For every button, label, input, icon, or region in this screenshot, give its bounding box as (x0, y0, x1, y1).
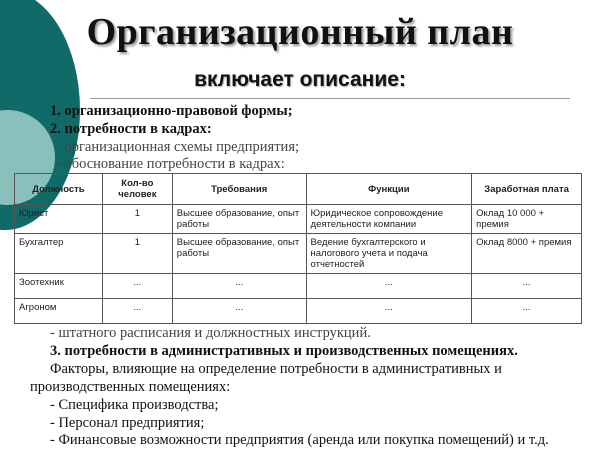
item-staff-schedule: - штатного расписания и должностных инструкций. (50, 325, 371, 341)
cell-salary: Оклад 8000 + премия (472, 234, 582, 274)
factors-intro-line1: Факторы, влияющие на определение потребности в административных и (50, 361, 502, 377)
divider (90, 98, 570, 99)
header-position: Должность (15, 174, 103, 205)
cell-requirements: Высшее образование, опыт работы (172, 234, 306, 274)
cell-position: Зоотехник (15, 274, 103, 299)
header-salary: Заработная плата (472, 174, 582, 205)
header-requirements: Требования (172, 174, 306, 205)
item-staff-justification: - обоснование потребности в кадрах: (56, 156, 285, 172)
table-row (15, 299, 582, 324)
page-subtitle: включает описание: (194, 68, 406, 91)
cell-count: 1 (102, 234, 172, 274)
cell-salary: ... (472, 274, 582, 299)
cell-requirements: ... (172, 274, 306, 299)
factor-production-specifics: - Специфика производства; (50, 397, 219, 413)
item-legal-form: 1. организационно-правовой формы; (50, 103, 293, 119)
item-premises-needs: 3. потребности в административных и производственных помещениях. (50, 343, 518, 359)
cell-position: Юрист (15, 205, 103, 234)
table-row (15, 205, 582, 234)
factors-intro-line2: производственных помещениях: (30, 379, 231, 395)
table-row (15, 234, 582, 274)
table-row (15, 274, 582, 299)
cell-count: 1 (102, 205, 172, 234)
cell-requirements: ... (172, 299, 306, 324)
staff-table (14, 173, 582, 324)
factor-financial: - Финансовые возможности предприятия (аренда или покупка помещений) и т.д. (50, 432, 549, 448)
cell-position: Бухгалтер (15, 234, 103, 274)
header-count: Кол-во человек (102, 174, 172, 205)
item-staff-needs: 2. потребности в кадрах: (50, 121, 212, 137)
cell-requirements: Высшее образование, опыт работы (172, 205, 306, 234)
cell-functions: ... (306, 274, 472, 299)
page-title: Организационный план (86, 11, 514, 53)
cell-salary: Оклад 10 000 + премия (472, 205, 582, 234)
cell-count: ... (102, 299, 172, 324)
cell-count: ... (102, 274, 172, 299)
cell-functions: Ведение бухгалтерского и налогового учета и подача отчетностей (306, 234, 472, 274)
cell-functions: ... (306, 299, 472, 324)
cell-functions: Юридическое сопровождение деятельности компании (306, 205, 472, 234)
item-org-scheme: - организационная схемы предприятия; (56, 139, 300, 155)
header-functions: Функции (306, 174, 472, 205)
cell-position: Агроном (15, 299, 103, 324)
cell-salary: ... (472, 299, 582, 324)
table-header-row (15, 174, 582, 205)
factor-personnel: - Персонал предприятия; (50, 415, 205, 431)
